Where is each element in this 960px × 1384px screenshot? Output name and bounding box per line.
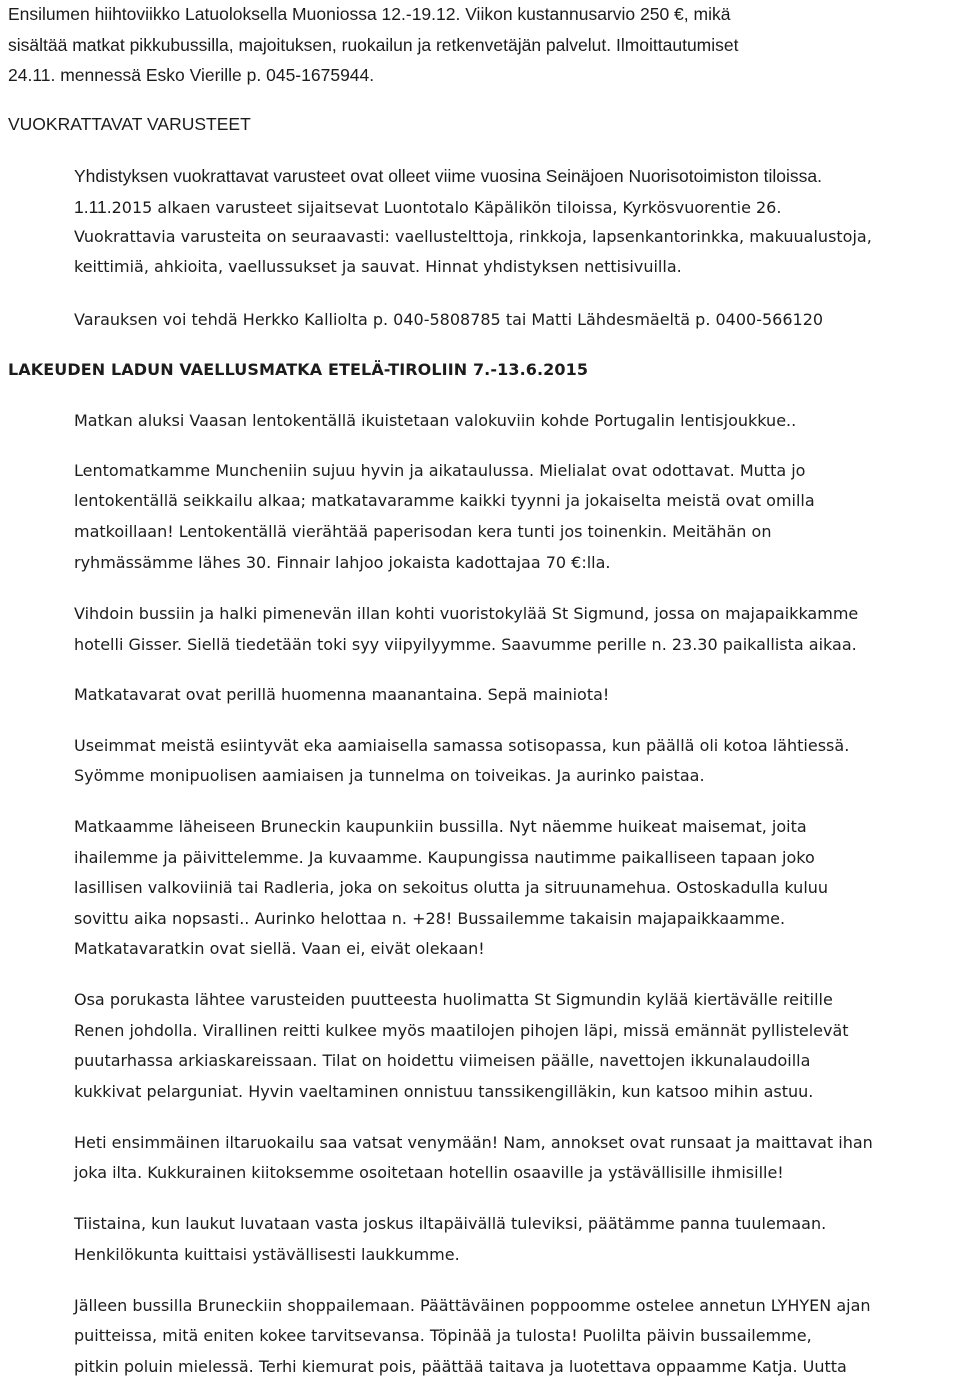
trip-line: ryhmässämme lähes 30. Finnair lahjoo jokaista kadottajaa 70 €:lla. xyxy=(74,553,611,572)
trip-line: Osa porukasta lähtee varusteiden puutteesta huolimatta St Sigmundin kylää kiertävälle reitille xyxy=(74,990,833,1009)
intro-line: sisältää matkat pikkubussilla, majoituksen, ruokailun ja retkenvetäjän palvelut. Ilmoittautumiset xyxy=(8,35,739,55)
trip-line: Matkaamme läheiseen Bruneckin kaupunkiin bussilla. Nyt näemme huikeat maisemat, joita xyxy=(74,817,807,836)
rental-date-prefix: 1.11. xyxy=(74,197,112,217)
trip-line: Syömme monipuolisen aamiaisen ja tunnelma on toiveikas. Ja aurinko paistaa. xyxy=(74,766,705,785)
trip-line: Lentomatkamme Muncheniin sujuu hyvin ja aikataulussa. Mielialat ovat odottavat. Mutta jo xyxy=(74,461,806,480)
trip-line: lentokentällä seikkailu alkaa; matkatavaramme kaikki tyynni ja jokaiselta meistä ovat omilla xyxy=(74,491,815,510)
trip-line: pitkin poluin mielessä. Terhi kiemurat pois, päättää taitava ja luotettava oppaamme Katja. Uutta xyxy=(74,1357,847,1376)
trip-line: Matkatavarat ovat perillä huomenna maanantaina. Sepä mainiota! xyxy=(74,685,610,704)
trip-line: sovittu aika nopsasti.. Aurinko helottaa n. +28! Bussailemme takaisin majapaikkaamme. xyxy=(74,909,786,928)
trip-line: matkoillaan! Lentokentällä vierähtää paperisodan kera tunti jos toinenkin. Meitähän on xyxy=(74,522,772,541)
rental-line: Vuokrattavia varusteita on seuraavasti: vaellustelttoja, rinkkoja, lapsenkantorinkka, makuualustoja, xyxy=(74,227,872,246)
rental-line: Yhdistyksen vuokrattavat varusteet ovat olleet viime vuosina Seinäjoen Nuorisotoimiston tiloissa. xyxy=(74,166,823,186)
trip-line: lasillisen valkoviiniä tai Radleria, joka on sekoitus olutta ja sitruunamehua. Ostoskadulla kuluu xyxy=(74,878,829,897)
trip-line: Tiistaina, kun laukut luvataan vasta joskus iltapäivällä tuleviksi, päätämme panna tuulemaan. xyxy=(74,1214,827,1233)
trip-line: Henkilökunta kuittaisi ystävällisesti laukkumme. xyxy=(74,1245,460,1264)
trip-line: Matkan aluksi Vaasan lentokentällä ikuistetaan valokuviin kohde Portugalin lentisjoukkue.. xyxy=(74,411,797,430)
rental-line: keittimiä, ahkioita, vaellussukset ja sauvat. Hinnat yhdistyksen nettisivuilla. xyxy=(74,257,682,276)
trip-line: Useimmat meistä esiintyvät eka aamiaisella samassa sotisopassa, kun päällä oli kotoa lähtiessä. xyxy=(74,736,850,755)
trip-line: Heti ensimmäinen iltaruokailu saa vatsat venymään! Nam, annokset ovat runsaat ja maittavat ihan xyxy=(74,1133,873,1152)
trip-line: Matkatavaratkin ovat siellä. Vaan ei, eivät olekaan! xyxy=(74,939,485,958)
intro-line: Ensilumen hiihtoviikko Latuoloksella Muoniossa 12.-19.12. Viikon kustannusarvio 250 €, mikä xyxy=(8,4,731,24)
trip-line: Jälleen bussilla Bruneckiin shoppailemaan. Päättäväinen poppoomme ostelee annetun LYHYEN ajan xyxy=(74,1296,871,1315)
rental-heading: VUOKRATTAVAT VARUSTEET xyxy=(8,114,251,134)
trip-line: joka ilta. Kukkurainen kiitoksemme osoitetaan hotellin osaaville ja ystävällisille ihmisille! xyxy=(74,1163,784,1182)
trip-line: puutarhassa arkiaskareissaan. Tilat on hoidettu viimeisen päälle, navettojen ikkunalaudoilla xyxy=(74,1051,811,1070)
rental-line: Varauksen voi tehdä Herkko Kalliolta p. 040-5808785 tai Matti Lähdesmäeltä p. 0400-566120 xyxy=(74,310,824,329)
rental-line xyxy=(74,196,781,219)
trip-line: ihailemme ja päivittelemme. Ja kuvaamme. Kaupungissa nautimme paikalliseen tapaan joko xyxy=(74,848,815,867)
trip-line: kukkivat pelarguniat. Hyvin vaeltaminen onnistuu tanssikengilläkin, kun katsoo mihin astuu. xyxy=(74,1082,814,1101)
trip-line: Renen johdolla. Virallinen reitti kulkee myös maatilojen pihojen läpi, missä emännät pyllistelevät xyxy=(74,1021,849,1040)
trip-line: puitteissa, mitä eniten kokee tarvitsevansa. Töpinää ja tulosta! Puolilta päivin bussailemme, xyxy=(74,1326,812,1345)
trip-line: hotelli Gisser. Siellä tiedetään toki syy viipyilyymme. Saavumme perille n. 23.30 paikallista aikaa. xyxy=(74,635,857,654)
trip-line: Vihdoin bussiin ja halki pimenevän illan kohti vuoristokylää St Sigmund, jossa on majapaikkamme xyxy=(74,604,859,623)
intro-line: 24.11. mennessä Esko Vierille p. 045-1675944. xyxy=(8,65,375,85)
rental-line-rest: 2015 alkaen varusteet sijaitsevat Luontotalo Käpälikön tiloissa, Kyrkösvuorentie 26. xyxy=(111,198,782,217)
trip-heading: LAKEUDEN LADUN VAELLUSMATKA ETELÄ-TIROLIIN 7.-13.6.2015 xyxy=(8,360,589,379)
